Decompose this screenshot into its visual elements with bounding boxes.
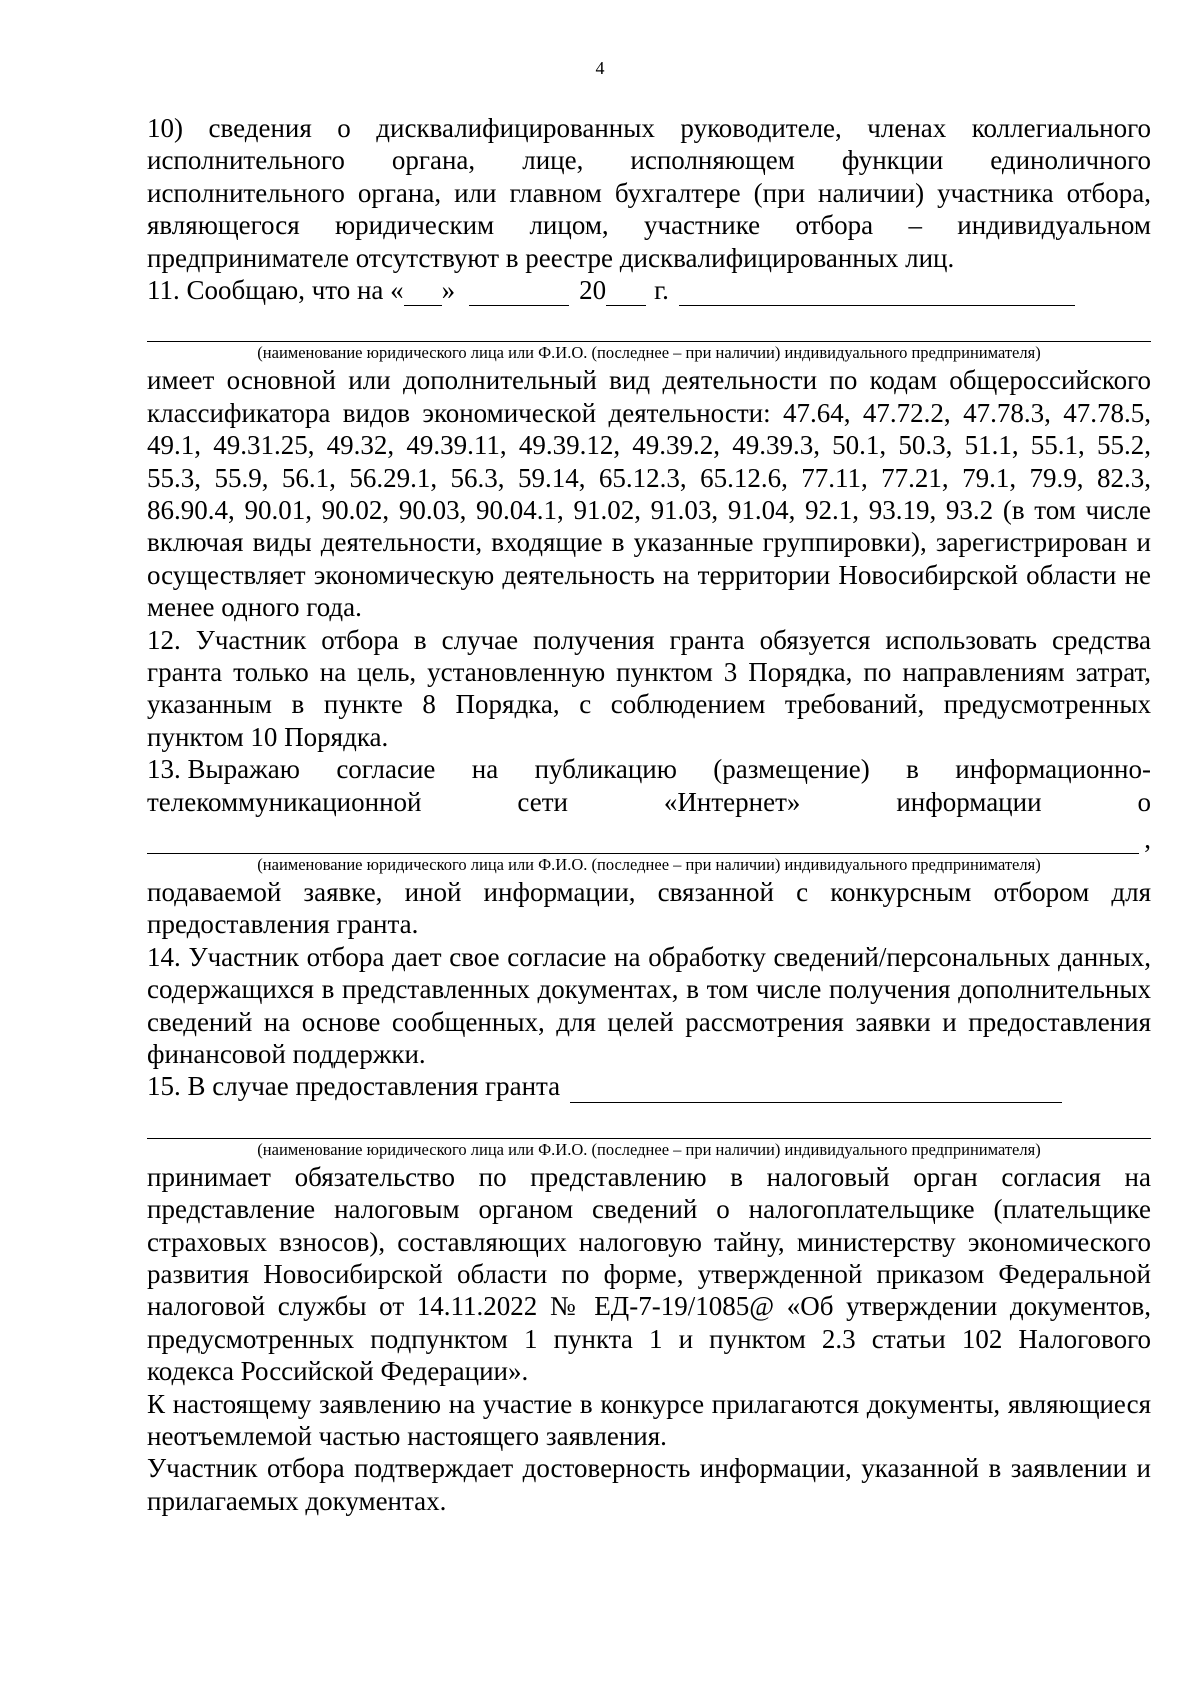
attachments-paragraph: К настоящему заявлению на участие в конкурсе прилагаются документы, являющиеся неотъемлемой частью настоящего заявления. xyxy=(147,1388,1151,1452)
day-blank-field[interactable] xyxy=(404,277,442,306)
item-15-line xyxy=(147,1070,1151,1102)
comma-mark: , xyxy=(1144,824,1151,854)
entity-name-line-2[interactable] xyxy=(147,818,1151,854)
entity-name-caption-2: (наименование юридического лица или Ф.И.О. (последнее – при наличии) индивидуального предпринимателя) xyxy=(257,855,1041,874)
entity-name-caption-3: (наименование юридического лица или Ф.И.О. (последнее – при наличии) индивидуального предпринимателя) xyxy=(257,1139,1041,1159)
item-15-body: принимает обязательство по представлению в налоговый орган согласия на представление налоговым органом сведений о налогоплательщике (плательщике страховых взносов), составляющих налоговую тайну, министерству экономического развития Новосибирской области по форме, утвержденной приказом Федеральной налоговой службы от 14.11.2022 № ЕД-7-19/1085@ «Об утверждении документов, предусмотренных подпунктом 1 пункта 1 и пунктом 2.3 статьи 102 Налогового кодекса Российской Федерации». xyxy=(147,1161,1151,1387)
item-14: 14. Участник отбора дает свое согласие на обработку сведений/персональных данных, содержащихся в представленных документах, в том числе получения дополнительных сведений на основе сообщенных, для целей рассмотрения заявки и предоставления финансовой поддержки. xyxy=(147,941,1151,1070)
item-13-line-2: телекоммуникационной сети «Интернет» информации о xyxy=(147,786,1151,817)
item-11-body: имеет основной или дополнительный вид деятельности по кодам общероссийского классификатора видов экономической деятельности: 47.64, 47.72.2, 47.78.3, 47.78.5, 49.1, 49.31.25, 49.32, 49.39.11, 49.39.12, 49.39.2, 49.39.3, 50.1, 50.3, 51.1, 55.1, 55.2, 55.3, 55.9, 56.1, 56.29.1, 56.3, 59.14, 65.12.3, 65.12.6, 77.11, 77.21, 79.1, 79.9, 82.3, 86.90.4, 90.01, 90.02, 90.03, 90.04.1, 91.02, 91.03, 91.04, 92.1, 93.19, 93.2 (в том числе включая виды деятельности, входящие в указанные группировки), зарегистрирован и осуществляет экономическую деятельность на территории Новосибирской области не менее одного года. xyxy=(147,365,1151,623)
item-10-line-5: предпринимателе отсутствуют в реестре дисквалифицированных лиц. xyxy=(147,242,955,273)
entity-name-field-part3[interactable] xyxy=(570,1074,1062,1103)
item-10-line-3: исполнительного органа, или главном бухгалтере (при наличии) участника отбора, xyxy=(147,177,1151,208)
item-10-line-1: 10) сведения о дисквалифицированных руководителе, членах коллегиального xyxy=(147,113,1151,143)
item-13-line-1: 13. Выражаю согласие на публикацию (размещение) в информационно- xyxy=(147,754,1151,785)
year-blank-field[interactable] xyxy=(606,277,646,306)
confirmation-paragraph: Участник отбора подтверждает достоверность информации, указанной в заявлении и прилагаемых документах. xyxy=(147,1453,1151,1516)
page-number: 4 xyxy=(595,58,605,78)
item-15-prefix: 15. В случае предоставления гранта xyxy=(147,1071,561,1102)
item-10-line-4: являющегося юридическим лицом, участнике отбора – индивидуальном xyxy=(147,210,1151,241)
item-13-body: подаваемой заявке, иной информации, связанной с конкурсным отбором для предоставления гранта. xyxy=(147,877,1151,940)
month-blank-field[interactable] xyxy=(469,277,569,306)
entity-name-line-3[interactable] xyxy=(147,1103,1151,1139)
entity-name-line-1[interactable] xyxy=(147,306,1151,342)
item-11-prefix: 11. Сообщаю, что на « xyxy=(147,274,404,305)
entity-name-caption-1: (наименование юридического лица или Ф.И.О. (последнее – при наличии) индивидуального предпринимателя) xyxy=(257,343,1041,363)
item-10 xyxy=(147,112,1151,274)
document-body xyxy=(147,112,1151,1517)
item-11-date-line xyxy=(147,274,1151,306)
item-12: 12. Участник отбора в случае получения гранта обязуется использовать средства гранта только на цель, установленную пунктом 3 Порядка, по направлениям затрат, указанным в пункте 8 Порядка, с соблюдением требований, предусмотренных пунктом 10 Порядка. xyxy=(147,624,1151,752)
quote-close: » xyxy=(441,274,456,305)
year-suffix: г. xyxy=(654,274,669,305)
entity-name-field-part1[interactable] xyxy=(679,277,1075,306)
year-prefix: 20 xyxy=(579,274,607,305)
item-10-line-2: исполнительного органа, лице, исполняющем функции единоличного xyxy=(147,145,1151,176)
